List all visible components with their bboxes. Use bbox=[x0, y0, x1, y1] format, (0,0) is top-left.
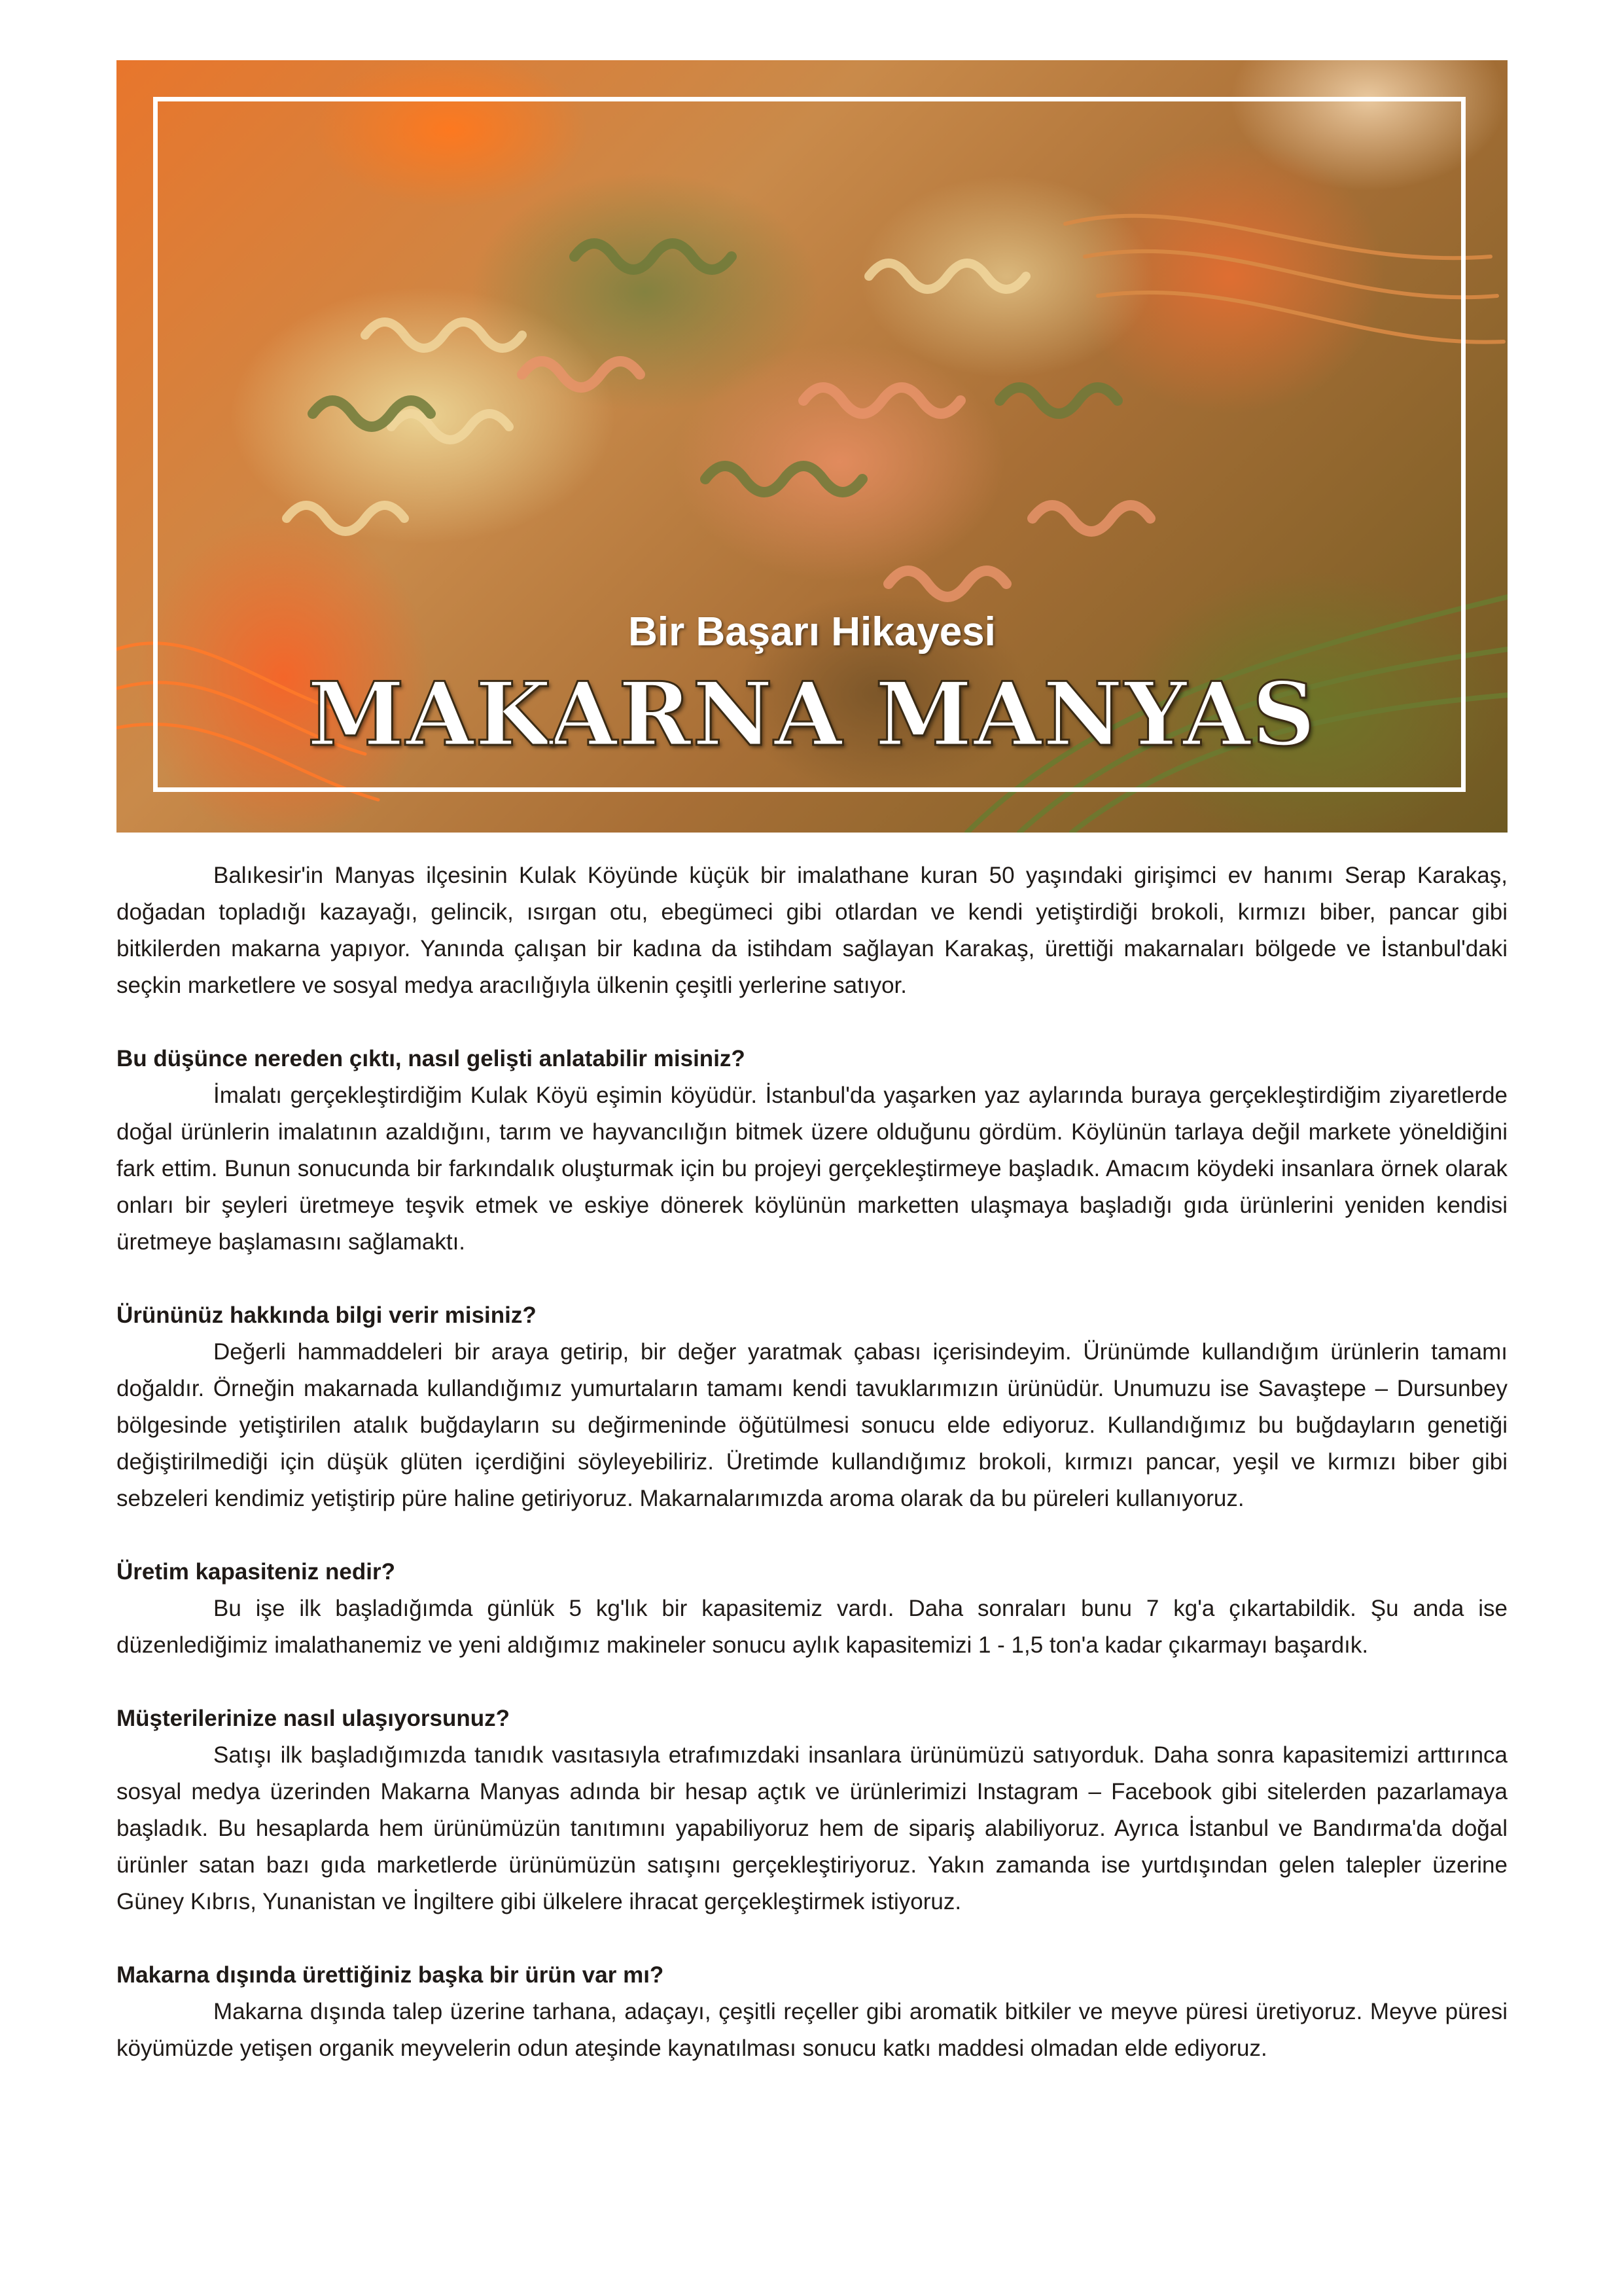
answer-paragraph: İmalatı gerçekleştirdiğim Kulak Köyü eşimin köyüdür. İstanbul'da yaşarken yaz aylarında buraya gerçekleştirdiğim ziyaretlerde doğal ürünlerin imalatının azaldığını, tarım ve hayvancılığın bitmek üzere olduğunu gördüm. Köylünün tarlaya değil markete yöneldiğini fark ettim. Bunun sonucunda bir farkındalık oluşturmak için bu projeyi gerçekleştirmeye başladık. Amacım köydeki insanlara örnek olarak onları bir şeyleri üretmeye teşvik etmek ve eskiye dönerek köylünün marketten ulaşmaya başladığı gıda ürünlerini yeniden kendisi üretmeye başlamasını sağlamaktı. bbox=[116, 1083, 1508, 1255]
question-heading: Makarna dışında ürettiğiniz başka bir ürün var mı? bbox=[116, 1962, 664, 1988]
question-heading: Bu düşünce nereden çıktı, nasıl gelişti anlatabilir misiniz? bbox=[116, 1046, 745, 1071]
article-title: MAKARNA MANYAS bbox=[307, 662, 1317, 766]
answer-paragraph: Değerli hammaddeleri bir araya getirip, bir değer yaratmak çabası içerisindeyim. Ürünümde kullandığım ürünlerin tamamı doğaldır. Örneğin makarnada kullandığımız yumurtaların tamamı kendi tavuklarımızın ürünüdür. Unumuzu ise Savaştepe – Dursunbey bölgesinde yetiştirilen atalık buğdayların su değirmeninde öğütülmesi sonucu elde ediyoruz. Kullandığımız bu buğdayların genetiği değiştirilmediği için düşük glüten içerdiğini söyleyebiliriz. Üretimde kullandığımız brokoli, kırmızı pancar, yeşil ve kırmızı biber gibi sebzeleri kendimiz yetiştirip püre haline getiriyoruz. Makarnalarımızda aroma olarak da bu püreleri kullanıyoruz. bbox=[116, 1339, 1508, 1511]
question-heading: Ürününüz hakkında bilgi verir misiniz? bbox=[116, 1302, 537, 1328]
article-body bbox=[116, 857, 1508, 2067]
question-heading: Üretim kapasiteniz nedir? bbox=[116, 1559, 395, 1585]
article-subtitle: Bir Başarı Hikayesi bbox=[628, 609, 996, 655]
answer-paragraph: Bu işe ilk başladığımda günlük 5 kg'lık bir kapasitemiz vardı. Daha sonraları bunu 7 kg'a çıkartabildik. Şu anda ise düzenlediğimiz imalathanemiz ve yeni aldığımız makineler sonucu aylık kapasitemizi 1 - 1,5 ton'a kadar çıkarmayı başardık. bbox=[116, 1596, 1508, 1658]
question-heading: Müşterilerinize nasıl ulaşıyorsunuz? bbox=[116, 1706, 510, 1731]
intro-paragraph: Balıkesir'in Manyas ilçesinin Kulak Köyünde küçük bir imalathane kuran 50 yaşındaki girişimci ev hanımı Serap Karakaş, doğadan topladığı kazayağı, gelincik, ısırgan otu, ebegümeci gibi otlardan ve kendi yetiştirdiği brokoli, kırmızı biber, pancar gibi bitkilerden makarna yapıyor. Yanında çalışan bir kadına da istihdam sağlayan Karakaş, ürettiği makarnaları bölgede ve İstanbul'daki seçkin marketlere ve sosyal medya aracılığıyla ülkenin çeşitli yerlerine satıyor. bbox=[116, 863, 1508, 998]
answer-paragraph: Makarna dışında talep üzerine tarhana, adaçayı, çeşitli reçeller gibi aromatik bitkiler ve meyve püresi üretiyoruz. Meyve püresi köyümüzde yetişen organik meyvelerin odun ateşinde kaynatılması sonucu katkı maddesi olmadan elde ediyoruz. bbox=[116, 1999, 1508, 2061]
answer-paragraph: Satışı ilk başladığımızda tanıdık vasıtasıyla etrafımızdaki insanlara ürünümüzü satıyorduk. Daha sonra kapasitemizi arttırınca sosyal medya üzerinden Makarna Manyas adında bir hesap açtık ve ürünlerimizi Instagram – Facebook gibi sitelerden pazarlamaya başladık. Bu hesaplarda hem ürünümüzün tanıtımını yapabiliyoruz hem de sipariş alabiliyoruz. Ayrıca İstanbul ve Bandırma'da doğal ürünler satan bazı gıda marketlerde ürünümüzün satışını gerçekleştiriyoruz. Yakın zamanda ise yurtdışından gelen talepler üzerine Güney Kıbrıs, Yunanistan ve İngiltere gibi ülkelere ihracat gerçekleştirmek istiyoruz. bbox=[116, 1742, 1508, 1914]
hero-pasta-photo bbox=[116, 60, 1508, 833]
